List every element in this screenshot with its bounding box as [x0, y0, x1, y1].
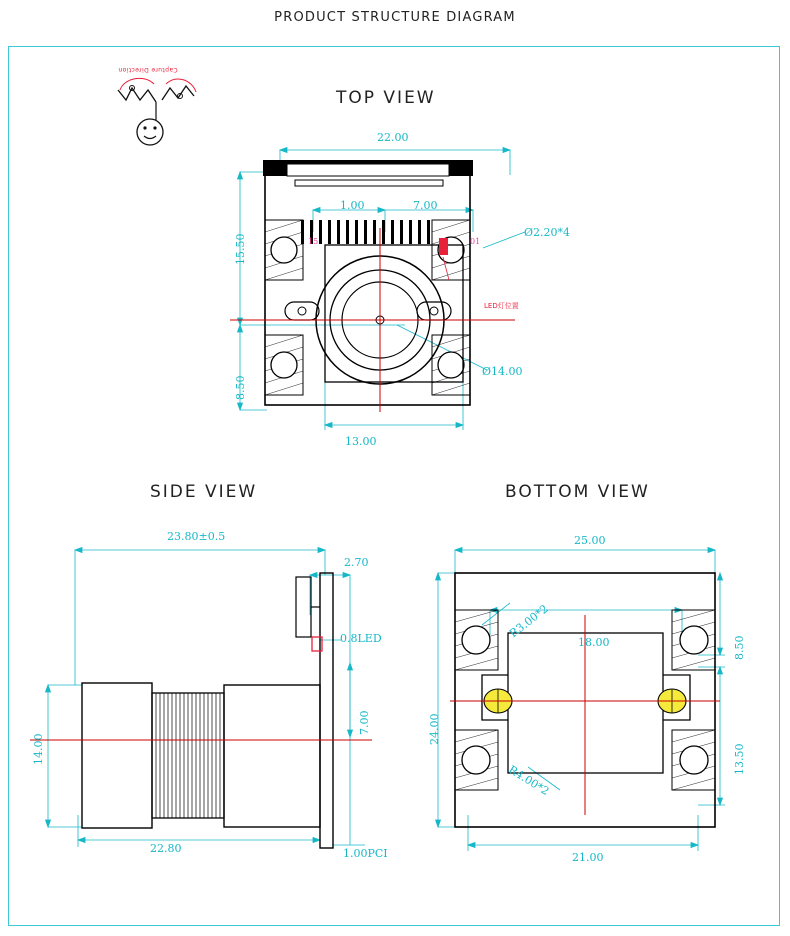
dim-side-led: 0.8LED — [340, 632, 382, 645]
dim-side-step: 2.70 — [344, 556, 369, 569]
dim-top-inner-1: 1.00 — [340, 199, 365, 212]
dim-side-pcb: 1.00PCI — [343, 847, 388, 860]
dim-bottom-corner-height: 8.50 — [733, 635, 746, 660]
pin-01-label: 01 — [470, 237, 481, 246]
capture-direction-label: Capture Direction — [118, 66, 178, 73]
dim-side-led-height: 7.00 — [358, 710, 371, 735]
dim-bottom-inner-width: 18.00 — [578, 636, 610, 649]
led-note-label: LED灯位置 — [484, 302, 519, 310]
top-view-drawing — [225, 120, 625, 460]
dim-radius-r3: R3.00*2 — [507, 602, 551, 641]
dim-top-height-upper: 15.50 — [234, 233, 247, 265]
dim-bottom-mid-height: 13.50 — [733, 743, 746, 775]
dim-bottom-width: 25.00 — [574, 534, 606, 547]
dim-top-height-lower: 8.50 — [234, 375, 247, 400]
top-view-title: TOP VIEW — [336, 88, 436, 108]
dim-bottom-bottom-width: 21.00 — [572, 851, 604, 864]
dim-bottom-height: 24.00 — [428, 713, 441, 745]
page-title: PRODUCT STRUCTURE DIAGRAM — [274, 10, 516, 25]
side-view-drawing — [20, 515, 380, 885]
bottom-view-drawing — [420, 515, 750, 885]
dim-top-inner-7: 7.00 — [413, 199, 438, 212]
dim-radius-r4: R4.00*2 — [506, 763, 552, 799]
bottom-view-title: BOTTOM VIEW — [505, 482, 650, 502]
dim-side-total: 23.80±0.5 — [167, 530, 226, 543]
dim-hole-2-20: Ø2.20*4 — [524, 226, 571, 239]
pin-15-label: 15 — [308, 237, 319, 246]
dim-top-width: 22.00 — [377, 131, 409, 144]
capture-direction-icon — [110, 70, 230, 180]
dim-lens-14: Ø14.00 — [482, 365, 523, 378]
dim-side-bottom: 22.80 — [150, 842, 182, 855]
dim-top-bottom-width: 13.00 — [345, 435, 377, 448]
side-view-title: SIDE VIEW — [150, 482, 258, 502]
dim-side-left-height: 14.00 — [32, 733, 45, 765]
